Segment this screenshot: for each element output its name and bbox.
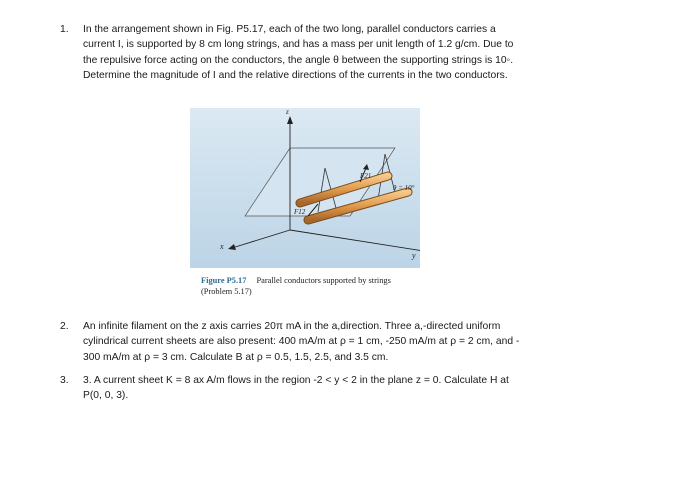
problem-text: [83, 373, 647, 404]
figure-caption-ref: (Problem 5.17): [201, 287, 252, 296]
problem-line: An infinite filament on the z axis carries 20π mA in the a,direction. Three a,-directed uniform: [83, 321, 501, 332]
y-axis-label: y: [412, 251, 416, 260]
figure-caption-text: Parallel conductors supported by strings: [256, 276, 391, 285]
figure-diagram: [190, 108, 420, 268]
problem-line: the repulsive force acting on the conductors, the angle θ between the supporting strings is 10◦.: [83, 54, 514, 66]
problem-number: 3.: [60, 375, 69, 386]
problem-line: P(0, 0, 3).: [83, 390, 129, 402]
problem-line: Determine the magnitude of I and the relative directions of the currents in the two conductors.: [83, 70, 508, 82]
problem-text: [83, 319, 647, 365]
figure-p5-17: [190, 108, 420, 268]
problem-1: [62, 22, 647, 84]
problem-line: 300 mA/m at ρ = 3 cm. Calculate B at ρ = 0.5, 1.5, 2.5, and 3.5 cm.: [83, 351, 389, 363]
problem-line: In the arrangement shown in Fig. P5.17, each of the two long, parallel conductors carries a: [83, 24, 496, 35]
x-axis-label: x: [220, 242, 224, 251]
force-12-label: F12: [294, 208, 306, 216]
figure-caption-label: Figure P5.17: [201, 276, 247, 285]
force-21-label: F21: [360, 172, 372, 180]
problem-number: 2.: [60, 321, 69, 332]
problem-number: 1.: [60, 24, 69, 35]
problem-line: cylindrical current sheets are also present: 400 mA/m at ρ = 1 cm, -250 mA/m at ρ = 2 cm, and -: [83, 336, 520, 348]
figure-caption: [201, 275, 491, 297]
problem-line: current I, is supported by 8 cm long strings, and has a mass per unit length of 1.2 g/cm. Due to: [83, 39, 514, 51]
z-axis-label: z: [286, 108, 289, 116]
problem-line: 3. A current sheet K = 8 ax A/m flows in the region -2 < y < 2 in the plane z = 0. Calculate H at: [83, 375, 509, 386]
problem-text: [83, 22, 647, 84]
angle-label: θ = 10°: [393, 184, 415, 192]
problem-2: [62, 319, 647, 365]
problem-3: [62, 373, 647, 404]
